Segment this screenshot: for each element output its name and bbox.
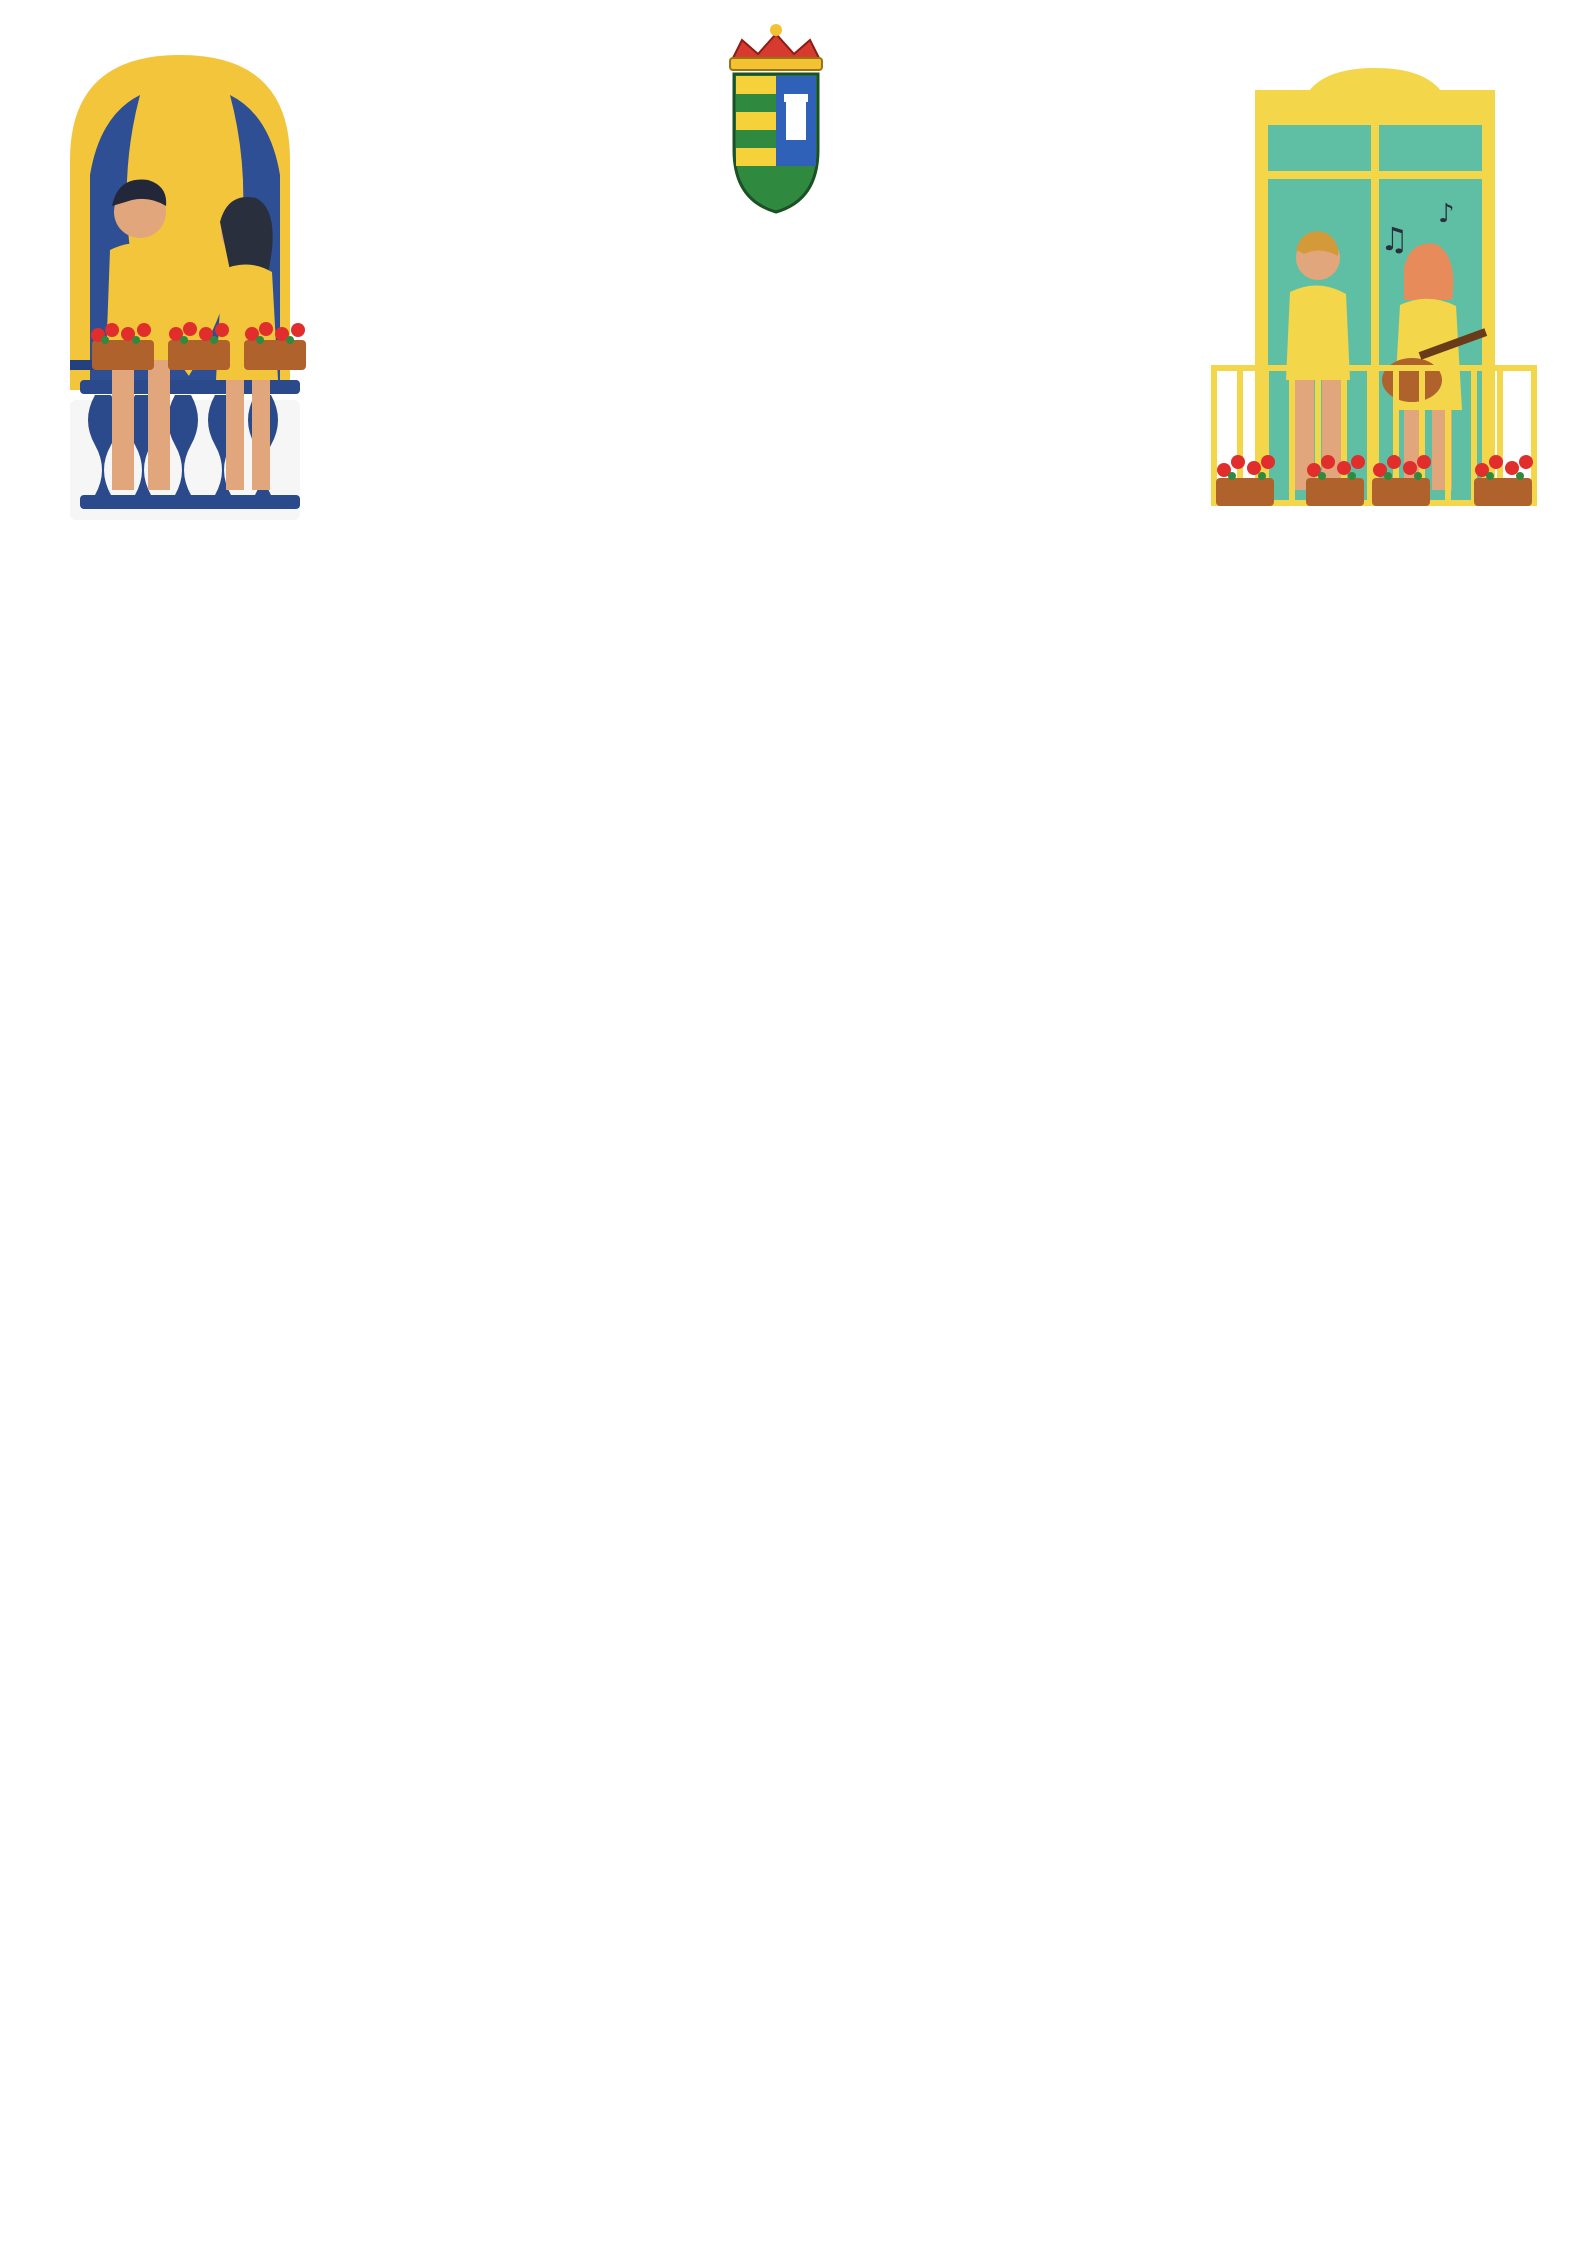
svg-text:♪: ♪ bbox=[1438, 199, 1455, 229]
coat-of-arms-icon bbox=[730, 24, 822, 212]
right-window-illustration bbox=[1214, 68, 1534, 506]
left-balcony-illustration bbox=[70, 55, 306, 520]
svg-text:♫: ♫ bbox=[1380, 220, 1409, 258]
